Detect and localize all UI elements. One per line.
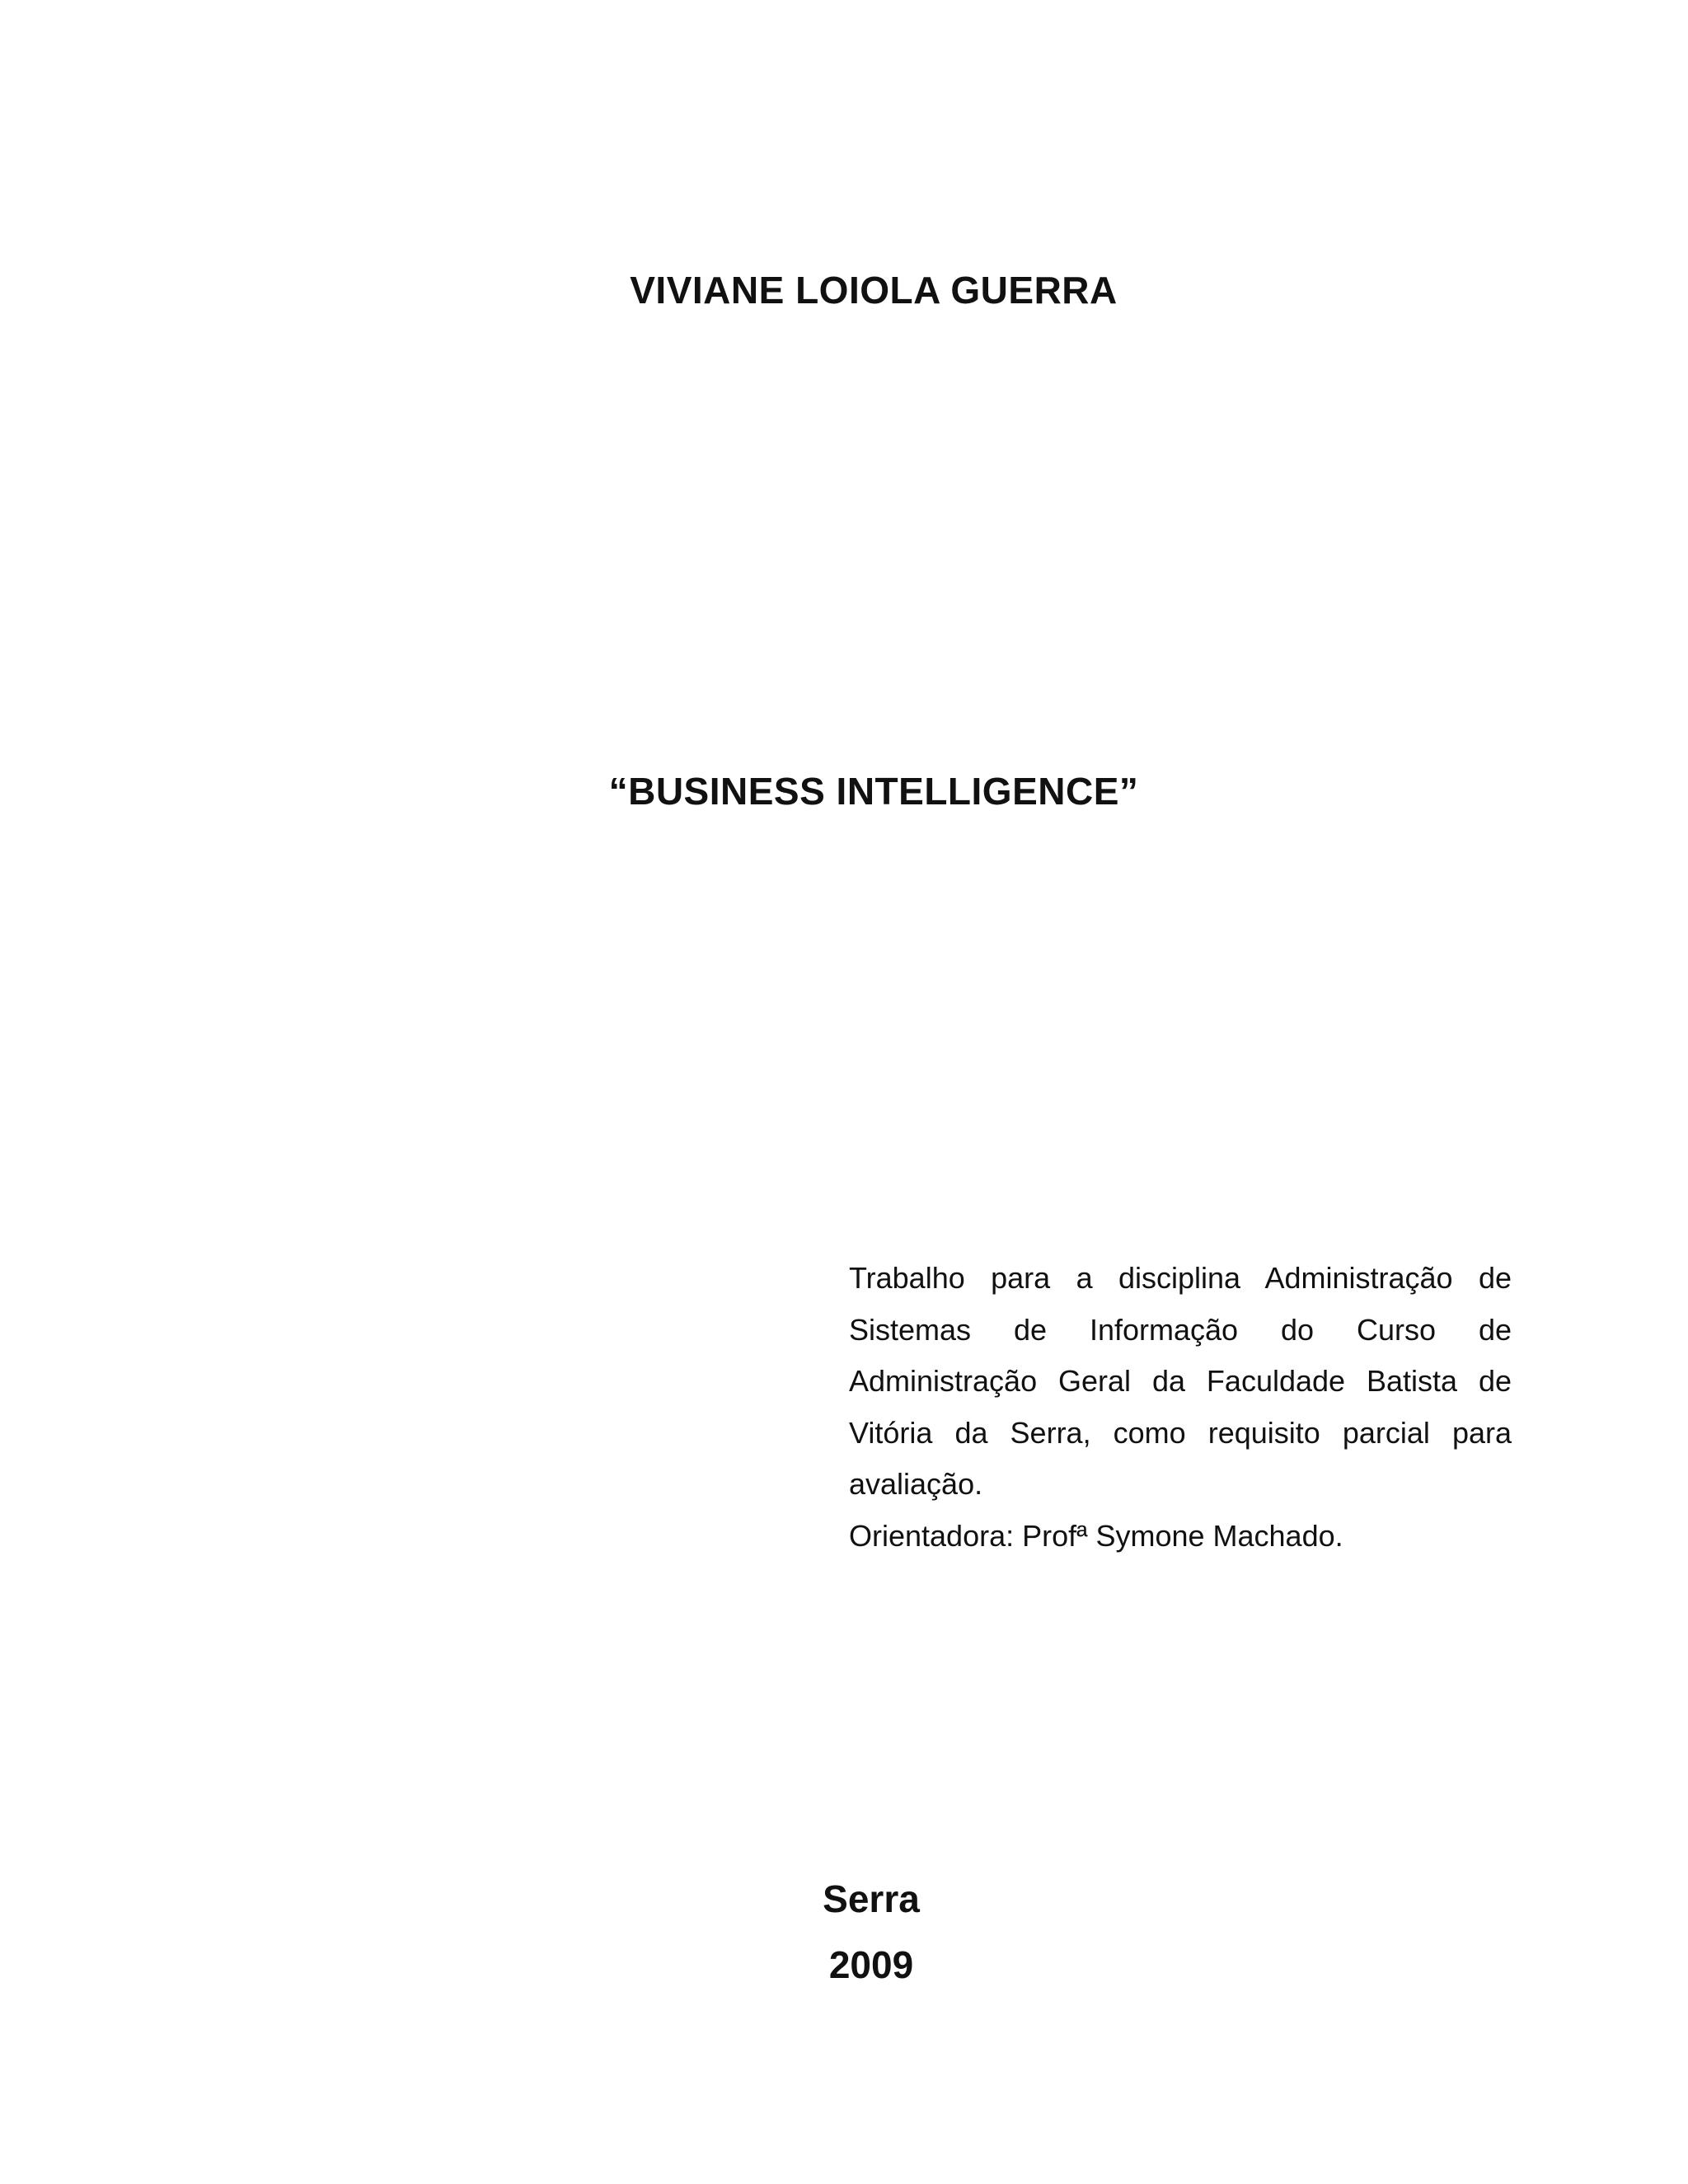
description-block bbox=[849, 1253, 1512, 1562]
advisor-line: Orientadora: Profª Symone Machado. bbox=[849, 1518, 1343, 1553]
city-name: Serra bbox=[823, 1877, 920, 1920]
author-name: VIVIANE LOIOLA GUERRA bbox=[630, 269, 1118, 312]
document-title: “BUSINESS INTELLIGENCE” bbox=[608, 770, 1139, 813]
description-text: Trabalho para a disciplina Administração de Sistemas de Informação do Curso de Administração Geral da Faculdade Batista de Vitória da Serra, como requisito parcial para avaliação. bbox=[849, 1261, 1512, 1501]
publication-year: 2009 bbox=[828, 1943, 914, 1986]
